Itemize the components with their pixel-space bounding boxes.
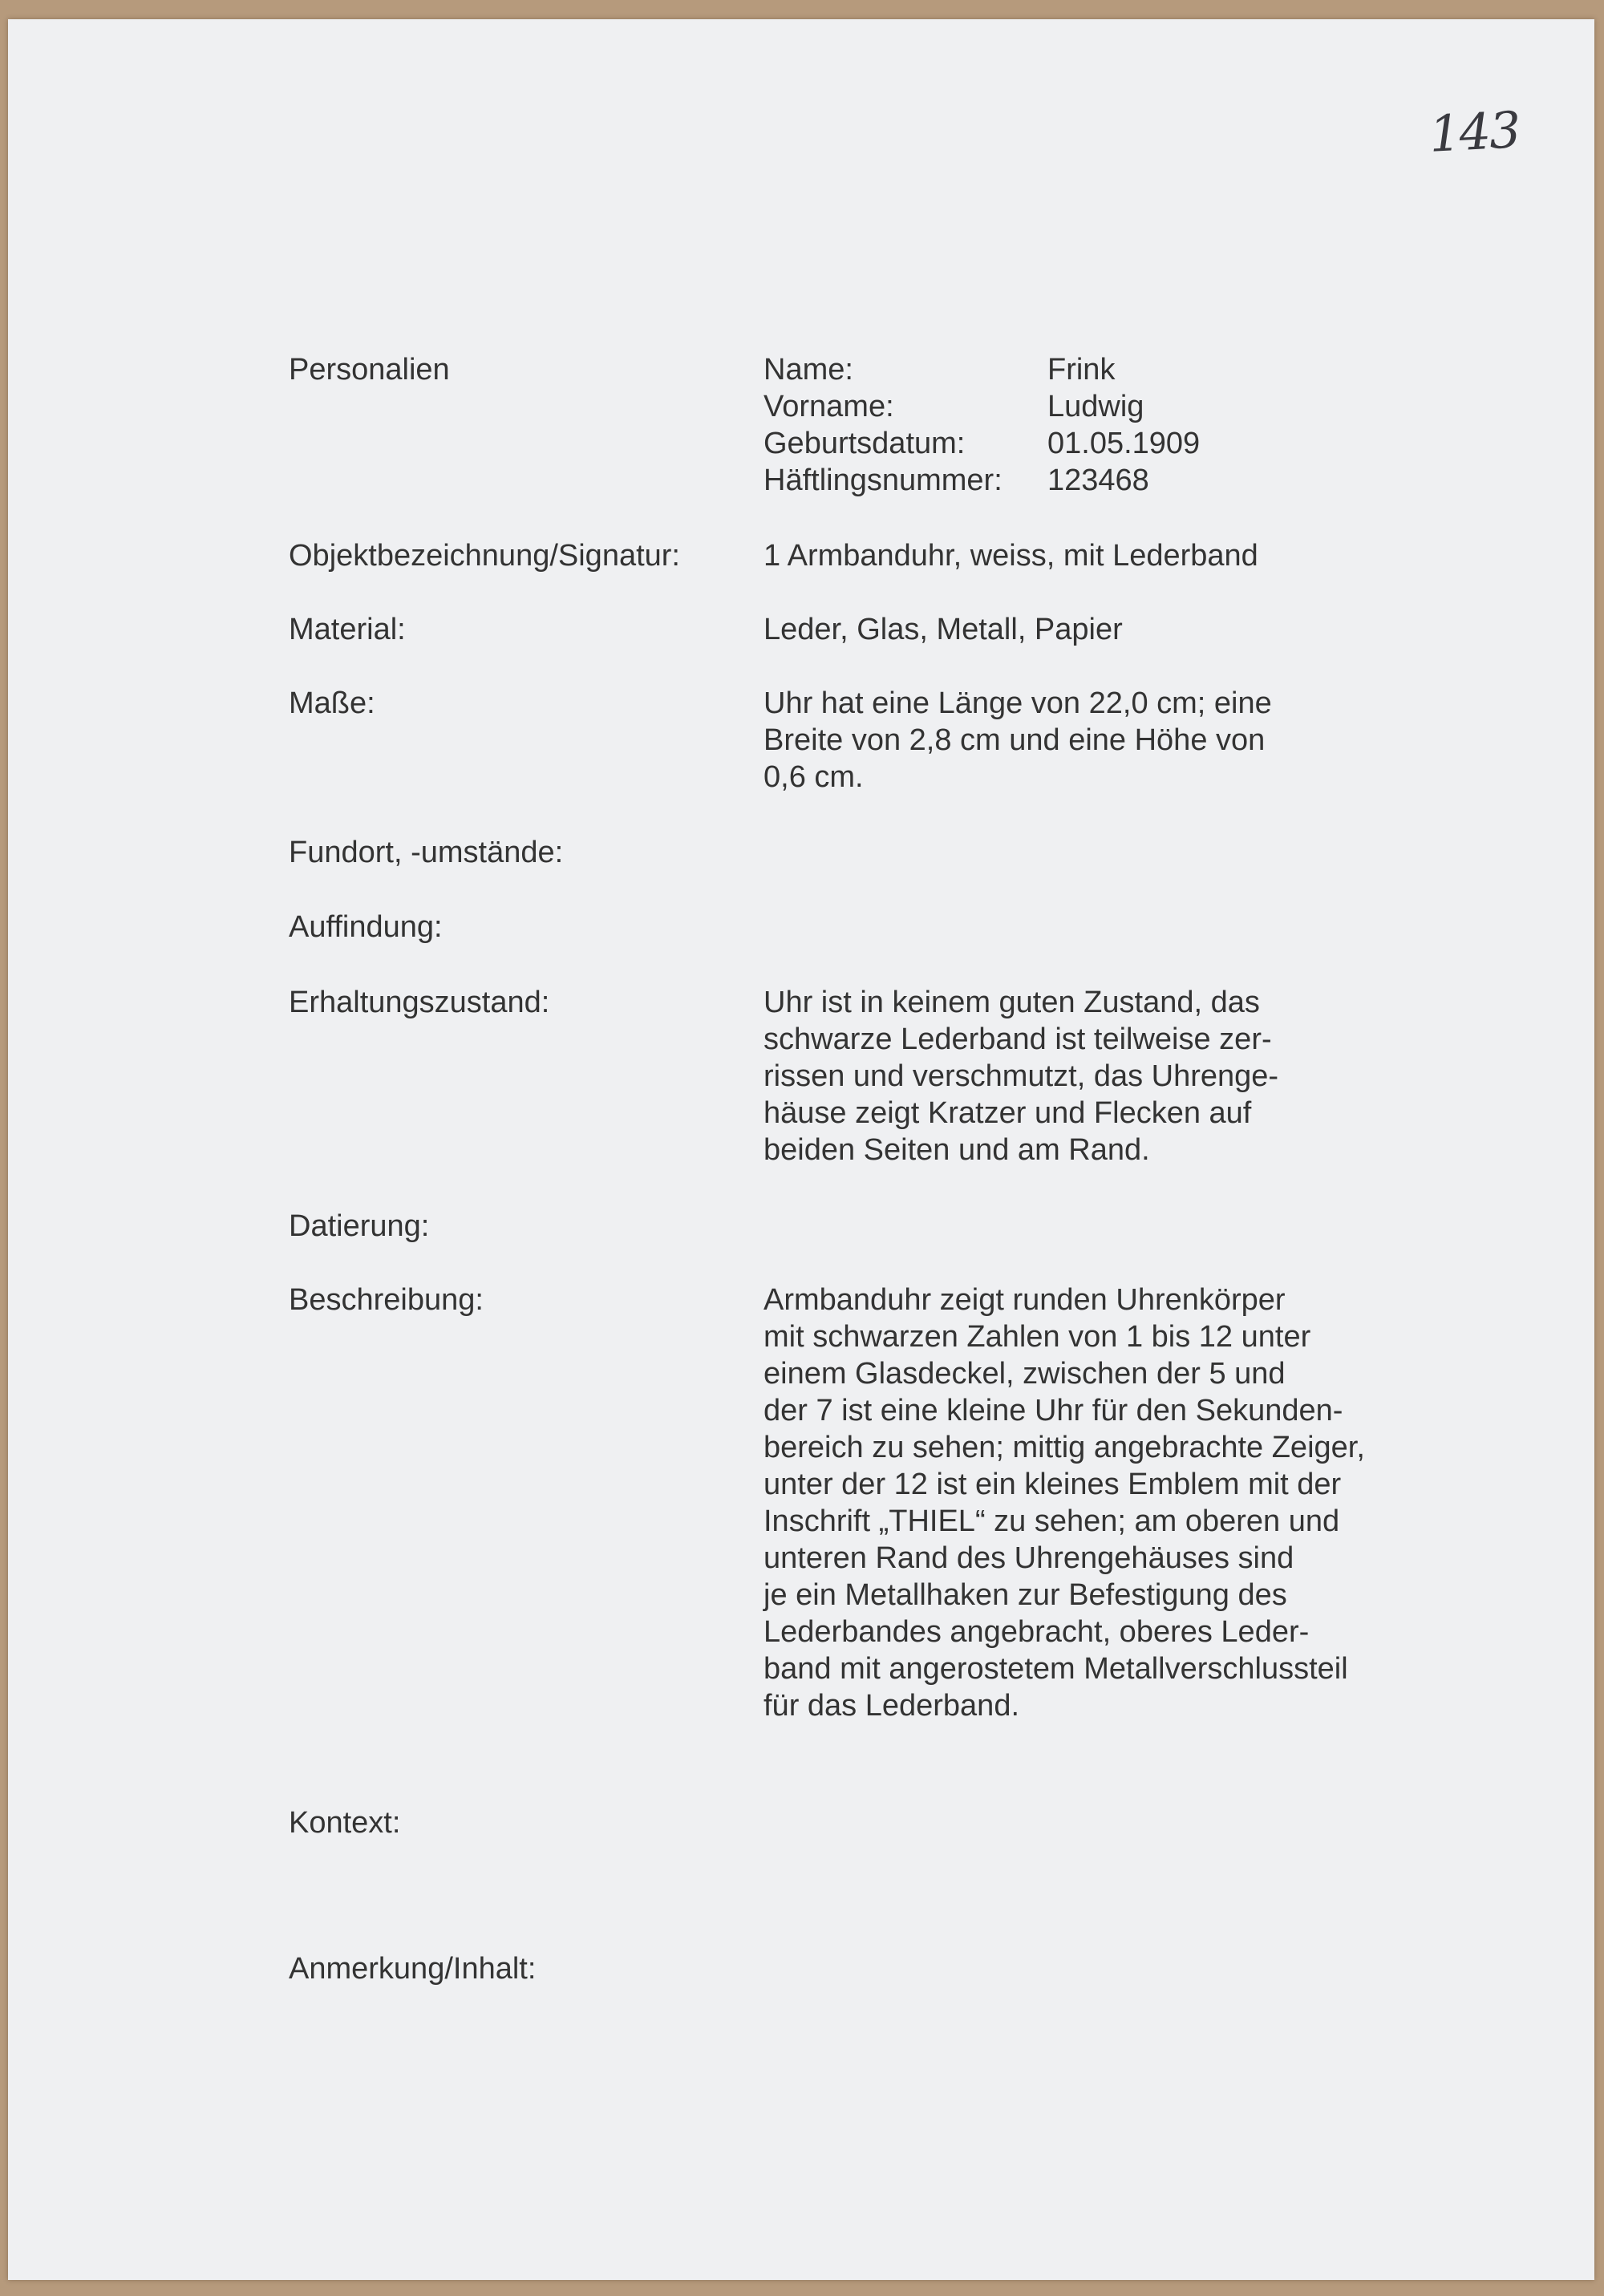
beschreibung-line: für das Lederband.: [764, 1689, 1020, 1723]
beschreibung-line: Armbanduhr zeigt runden Uhrenkörper: [764, 1283, 1286, 1317]
beschreibung-line: je ein Metallhaken zur Befestigung des: [764, 1578, 1287, 1612]
fundort-label: Fundort, -umstände:: [289, 836, 564, 869]
haeftlingsnummer-key: Häftlingsnummer:: [764, 464, 1003, 497]
beschreibung-line: Lederbandes angebracht, oberes Leder-: [764, 1615, 1310, 1649]
erhaltung-line: Uhr ist in keinem guten Zustand, das: [764, 986, 1260, 1019]
beschreibung-line: unteren Rand des Uhrengehäuses sind: [764, 1541, 1294, 1575]
anmerkung-label: Anmerkung/Inhalt:: [289, 1952, 537, 1986]
material-value: [764, 611, 1453, 648]
beschreibung-line: bereich zu sehen; mittig angebrachte Zeiger,: [764, 1431, 1365, 1464]
masse-label: Maße:: [289, 686, 375, 720]
material-label: Material:: [289, 613, 406, 646]
masse-line: Uhr hat eine Länge von 22,0 cm; eine: [764, 686, 1272, 720]
erhaltung-value: [764, 984, 1453, 1168]
objekt-label: Objektbezeichnung/Signatur:: [289, 539, 680, 573]
haeftlingsnummer-value: 123468: [1047, 464, 1149, 497]
beschreibung-line: einem Glasdeckel, zwischen der 5 und: [764, 1357, 1286, 1391]
beschreibung-line: Inschrift „THIEL“ zu sehen; am oberen und: [764, 1504, 1340, 1538]
geburtsdatum-value: 01.05.1909: [1047, 427, 1201, 460]
erhaltung-line: rissen und verschmutzt, das Uhrenge-: [764, 1059, 1279, 1093]
beschreibung-line: mit schwarzen Zahlen von 1 bis 12 unter: [764, 1320, 1311, 1354]
masse-line: Breite von 2,8 cm und eine Höhe von: [764, 723, 1266, 757]
auffindung-label: Auffindung:: [289, 910, 443, 944]
vorname-key: Vorname:: [764, 390, 894, 423]
erhaltung-line: beiden Seiten und am Rand.: [764, 1133, 1150, 1167]
masse-line: 0,6 cm.: [764, 760, 864, 794]
name-value: Frink: [1047, 353, 1116, 387]
personalien-label: Personalien: [289, 353, 450, 387]
erhaltung-label: Erhaltungszustand:: [289, 986, 550, 1019]
name-key: Name:: [764, 353, 853, 387]
vorname-value: Ludwig: [1047, 390, 1144, 423]
kontext-label: Kontext:: [289, 1806, 401, 1840]
beschreibung-line: band mit angerostetem Metallverschlussteil: [764, 1652, 1348, 1686]
beschreibung-line: der 7 ist eine kleine Uhr für den Sekunden-: [764, 1394, 1343, 1427]
objekt-value: [764, 537, 1453, 574]
datierung-label: Datierung:: [289, 1209, 430, 1243]
page-number: 143: [1428, 100, 1521, 164]
masse-value: [764, 685, 1453, 796]
material-value-text: Leder, Glas, Metall, Papier: [764, 613, 1123, 646]
beschreibung-label: Beschreibung:: [289, 1283, 484, 1317]
beschreibung-value: [764, 1282, 1453, 1724]
beschreibung-line: unter der 12 ist ein kleines Emblem mit der: [764, 1468, 1342, 1501]
erhaltung-line: schwarze Lederband ist teilweise zer-: [764, 1022, 1272, 1056]
objekt-value-text: 1 Armbanduhr, weiss, mit Lederband: [764, 539, 1258, 573]
erhaltung-line: häuse zeigt Kratzer und Flecken auf: [764, 1096, 1252, 1130]
geburtsdatum-key: Geburtsdatum:: [764, 427, 966, 460]
